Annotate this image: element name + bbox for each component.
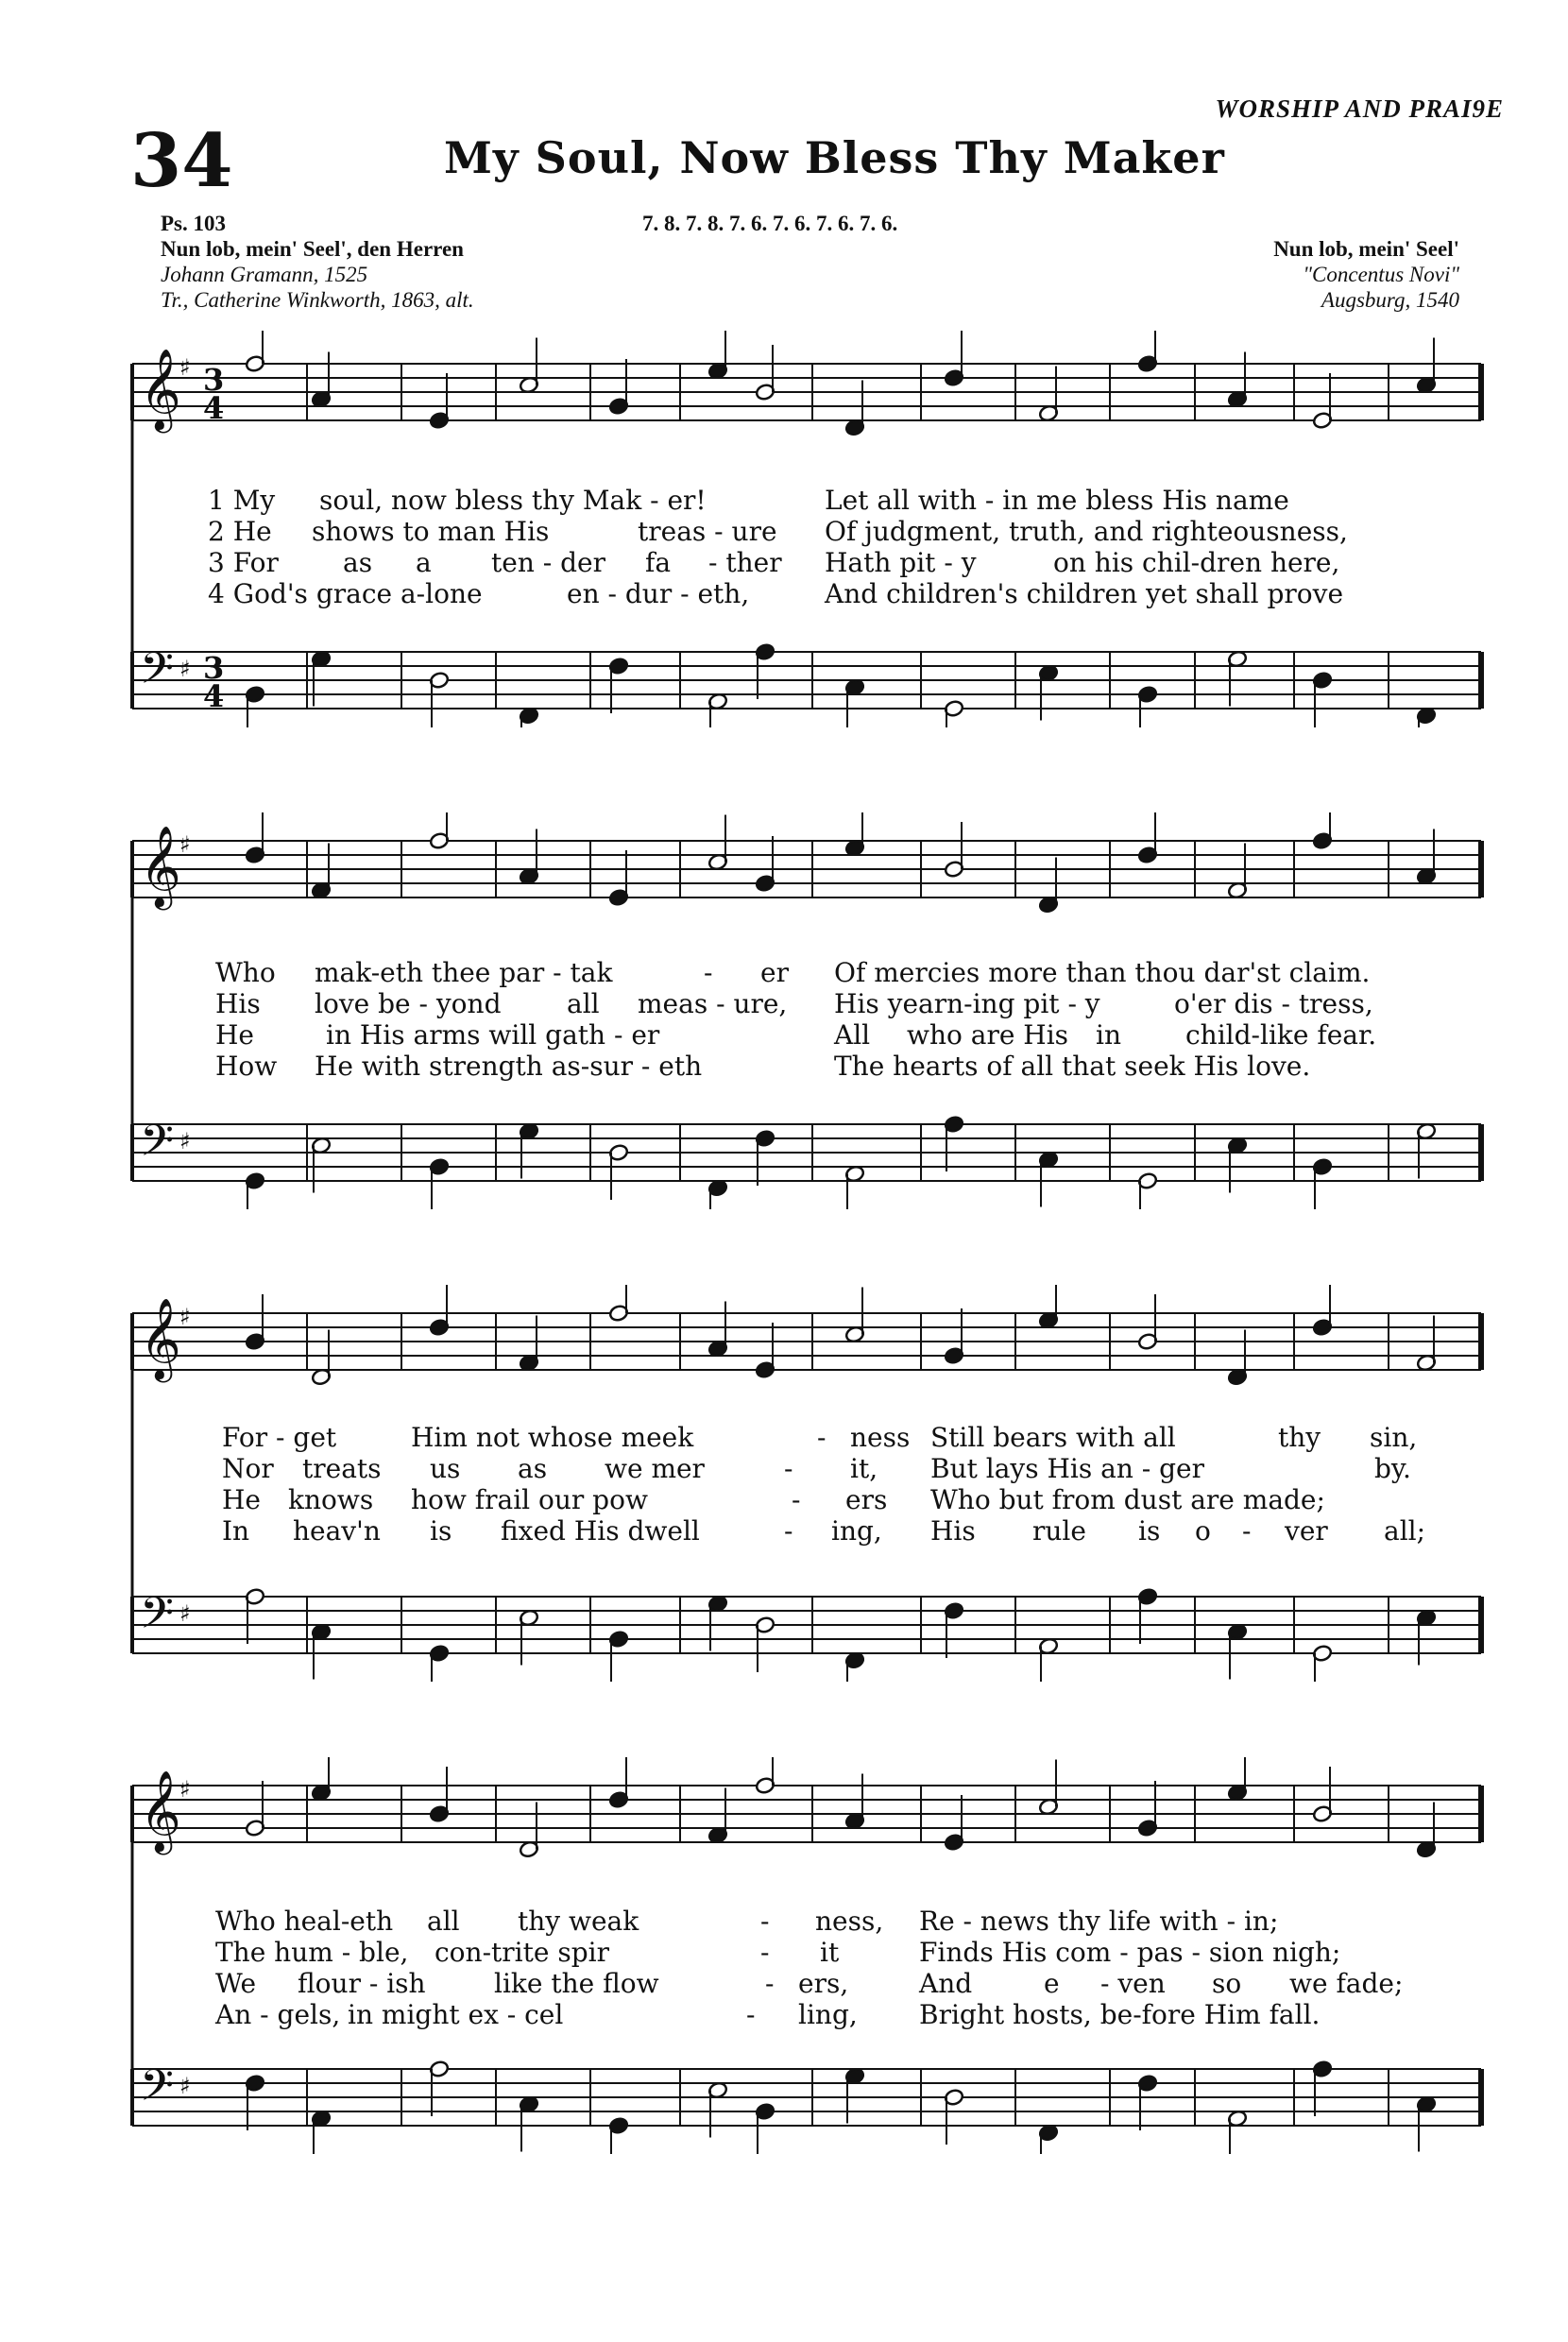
bass-clef-icon: 𝄢 bbox=[140, 2060, 175, 2122]
lyric: Of judgment, truth, and righteousness, bbox=[825, 516, 1348, 547]
treble-clef-icon: 𝄞 bbox=[140, 349, 181, 430]
lyric: - bbox=[704, 957, 713, 988]
lyric: love be - yond bbox=[315, 988, 502, 1019]
lyric: Re - news thy life with - in; bbox=[919, 1906, 1279, 1937]
lyric: in His arms will gath - er bbox=[326, 1019, 660, 1051]
lyric: sin, bbox=[1370, 1422, 1418, 1453]
lyric: ness bbox=[850, 1422, 911, 1453]
lyric: we mer bbox=[605, 1453, 705, 1484]
sharp-icon: ♯ bbox=[179, 1776, 191, 1803]
lyric: so bbox=[1212, 1968, 1242, 1999]
treble-clef-icon: 𝄞 bbox=[140, 826, 181, 907]
lyric: - bbox=[746, 1999, 756, 2030]
lyric: as bbox=[518, 1453, 548, 1484]
verses-system-4 bbox=[0, 1906, 1568, 2038]
lyric: 2 He bbox=[208, 516, 272, 547]
lyric: The hum - ble, bbox=[215, 1937, 409, 1968]
lyric: thy bbox=[1278, 1422, 1321, 1453]
verses-system-1 bbox=[0, 485, 1568, 617]
lyric: He bbox=[222, 1484, 261, 1515]
meta-left bbox=[161, 211, 474, 313]
lyric: ness, bbox=[815, 1906, 884, 1937]
lyric: soul, now bless thy Mak - er! bbox=[319, 485, 707, 516]
lyric: e bbox=[1044, 1968, 1060, 1999]
lyric: - bbox=[792, 1484, 801, 1515]
lyric: Hath pit - y bbox=[825, 547, 977, 578]
lyric: en - dur - eth, bbox=[567, 578, 750, 609]
treble-clef-icon: 𝄞 bbox=[140, 1770, 181, 1852]
meta-source: "Concentus Novi" bbox=[1303, 263, 1459, 286]
verses-system-2 bbox=[0, 957, 1568, 1089]
lyric: - bbox=[784, 1453, 793, 1484]
verse-line bbox=[0, 516, 1348, 548]
lyric: 1 My bbox=[208, 485, 276, 516]
lyric: His yearn-ing pit - y bbox=[834, 988, 1100, 1019]
treble-staff-4 bbox=[132, 1757, 1481, 1858]
lyric: fa bbox=[645, 547, 672, 578]
meta-tune-name: Nun lob, mein' Seel' bbox=[1273, 237, 1459, 261]
verse-line bbox=[0, 1515, 1426, 1547]
bass-staff-3 bbox=[132, 1587, 1481, 1682]
verse-line bbox=[0, 1422, 1418, 1454]
lyric: rule bbox=[1032, 1515, 1086, 1547]
lyric: treats bbox=[302, 1453, 382, 1484]
lyric: is bbox=[1138, 1515, 1161, 1547]
lyric: ing, bbox=[831, 1515, 882, 1547]
lyric: it bbox=[820, 1937, 840, 1968]
lyric: An - gels, bbox=[215, 1999, 341, 2030]
verse-line bbox=[0, 1019, 1377, 1051]
treble-staff-1 bbox=[132, 331, 1481, 436]
treble-staff-3 bbox=[132, 1285, 1481, 1386]
lyric: All bbox=[834, 1019, 871, 1051]
lyric: child-like fear. bbox=[1185, 1019, 1377, 1051]
sharp-icon: ♯ bbox=[179, 831, 191, 858]
sharp-icon: ♯ bbox=[179, 1600, 191, 1627]
lyric: flour - ish bbox=[298, 1968, 426, 1999]
lyric: - bbox=[817, 1422, 827, 1453]
sharp-icon: ♯ bbox=[179, 2073, 191, 2099]
verse-line bbox=[0, 1906, 1279, 1938]
lyric: o bbox=[1195, 1515, 1211, 1547]
lyric: - bbox=[1242, 1515, 1252, 1547]
verse-line bbox=[0, 1051, 1311, 1083]
verse-line bbox=[0, 485, 1289, 517]
meta-meter: 7. 8. 7. 8. 7. 6. 7. 6. 7. 6. 7. 6. bbox=[642, 212, 898, 235]
lyric: shows to man His bbox=[312, 516, 550, 547]
lyric: is bbox=[430, 1515, 452, 1547]
lyric: all bbox=[567, 988, 600, 1019]
hymn-title: My Soul, Now Bless Thy Maker bbox=[444, 132, 1225, 183]
meta-tune-source: Nun lob, mein' Seel', den Herren bbox=[161, 237, 464, 261]
lyric: as bbox=[343, 547, 373, 578]
lyric: heav'n bbox=[293, 1515, 381, 1547]
verses-system-3 bbox=[0, 1422, 1568, 1554]
lyric: - ther bbox=[708, 547, 782, 578]
bass-clef-icon: 𝄢 bbox=[140, 1588, 175, 1650]
treble-clef-icon: 𝄞 bbox=[140, 1298, 181, 1379]
meta-translator: Tr., Catherine Winkworth, 1863, alt. bbox=[161, 288, 474, 312]
lyric: 4 God's grace a-lone bbox=[208, 578, 483, 609]
lyric: Finds His com - pas - sion nigh; bbox=[919, 1937, 1341, 1968]
lyric: And bbox=[919, 1968, 973, 1999]
lyric: He bbox=[215, 1019, 254, 1051]
verse-line bbox=[0, 1484, 1325, 1516]
hymn-number: 34 bbox=[130, 118, 233, 204]
lyric: us bbox=[430, 1453, 461, 1484]
lyric: - bbox=[784, 1515, 793, 1547]
bass-clef-icon: 𝄢 bbox=[140, 1116, 175, 1177]
meta-origin: Augsburg, 1540 bbox=[1321, 288, 1459, 312]
lyric: all; bbox=[1384, 1515, 1426, 1547]
lyric: er bbox=[760, 957, 789, 988]
lyric: knows bbox=[288, 1484, 374, 1515]
sharp-icon: ♯ bbox=[179, 1128, 191, 1154]
lyric: in might ex - cel bbox=[348, 1999, 564, 2030]
lyric: ling, bbox=[798, 1999, 858, 2030]
lyric: Who bbox=[215, 957, 276, 988]
lyric: treas - ure bbox=[638, 516, 777, 547]
lyric: Nor bbox=[222, 1453, 274, 1484]
lyric: meas - ure, bbox=[638, 988, 788, 1019]
verse-line bbox=[0, 988, 1373, 1020]
sharp-icon: ♯ bbox=[179, 656, 191, 682]
meta-psalm: Ps. 103 bbox=[161, 212, 226, 235]
lyric: Let all with - in me bless His name bbox=[825, 485, 1289, 516]
lyric: thy weak bbox=[518, 1906, 639, 1937]
lyric: 3 For bbox=[208, 547, 279, 578]
time-signature-bottom: 4 bbox=[203, 390, 225, 426]
bass-staff-2 bbox=[132, 1115, 1481, 1209]
lyric: a bbox=[416, 547, 432, 578]
lyric: His bbox=[215, 988, 261, 1019]
lyric: who are His bbox=[907, 1019, 1069, 1051]
verse-line bbox=[0, 957, 1371, 989]
lyric: ver bbox=[1285, 1515, 1328, 1547]
lyric: - bbox=[760, 1937, 770, 1968]
bass-staff-4 bbox=[132, 2060, 1481, 2154]
lyric: con-trite spir bbox=[435, 1937, 609, 1968]
lyric: We bbox=[215, 1968, 257, 1999]
lyric: Him not whose meek bbox=[411, 1422, 694, 1453]
lyric: - bbox=[765, 1968, 775, 1999]
time-signature-top: 3 bbox=[203, 362, 225, 398]
verse-line bbox=[0, 1937, 1341, 1969]
lyric: Bright hosts, be-fore Him fall. bbox=[919, 1999, 1321, 2030]
lyric: ten - der bbox=[491, 547, 605, 578]
time-signature-top: 3 bbox=[203, 650, 225, 686]
lyric: Of mercies more than thou dar'st claim. bbox=[834, 957, 1371, 988]
lyric: In bbox=[222, 1515, 250, 1547]
verse-line bbox=[0, 1453, 1411, 1485]
lyric: ers bbox=[845, 1484, 888, 1515]
lyric: His bbox=[930, 1515, 976, 1547]
lyric: - bbox=[760, 1906, 770, 1937]
verse-line bbox=[0, 547, 1340, 579]
meta-author: Johann Gramann, 1525 bbox=[161, 263, 368, 286]
lyric: like the flow bbox=[494, 1968, 659, 1999]
bass-clef-icon: 𝄢 bbox=[140, 643, 175, 705]
lyric: we fade; bbox=[1289, 1968, 1404, 1999]
lyric: And children's children yet shall prove bbox=[825, 578, 1344, 609]
lyric: Still bears with all bbox=[930, 1422, 1176, 1453]
verse-line bbox=[0, 1968, 1404, 2000]
lyric: For - get bbox=[222, 1422, 337, 1453]
section-header: WORSHIP AND PRAI9E bbox=[1215, 94, 1504, 123]
meta-right bbox=[1273, 236, 1459, 313]
lyric: He with strength as-sur - eth bbox=[315, 1051, 703, 1082]
lyric: Who heal-eth bbox=[215, 1906, 394, 1937]
lyric: The hearts of all that seek His love. bbox=[834, 1051, 1311, 1082]
lyric: ers, bbox=[798, 1968, 849, 1999]
lyric: How bbox=[215, 1051, 278, 1082]
lyric: But lays His an - ger bbox=[930, 1453, 1205, 1484]
lyric: - ven bbox=[1100, 1968, 1166, 1999]
sharp-icon: ♯ bbox=[179, 354, 191, 381]
verse-line bbox=[0, 1999, 1321, 2031]
lyric: o'er dis - tress, bbox=[1174, 988, 1373, 1019]
bass-staff-1 bbox=[132, 642, 1481, 727]
lyric: how frail our pow bbox=[411, 1484, 648, 1515]
lyric: by. bbox=[1374, 1453, 1411, 1484]
lyric: it, bbox=[850, 1453, 878, 1484]
sharp-icon: ♯ bbox=[179, 1304, 191, 1330]
treble-staff-2 bbox=[132, 812, 1481, 914]
lyric: in bbox=[1096, 1019, 1121, 1051]
lyric: all bbox=[427, 1906, 460, 1937]
lyric: Who but from dust are made; bbox=[930, 1484, 1325, 1515]
lyric: mak-eth thee par - tak bbox=[315, 957, 613, 988]
time-signature-bottom: 4 bbox=[203, 678, 225, 714]
lyric: fixed His dwell bbox=[501, 1515, 700, 1547]
verse-line bbox=[0, 578, 1344, 610]
lyric: on his chil-dren here, bbox=[1053, 547, 1340, 578]
